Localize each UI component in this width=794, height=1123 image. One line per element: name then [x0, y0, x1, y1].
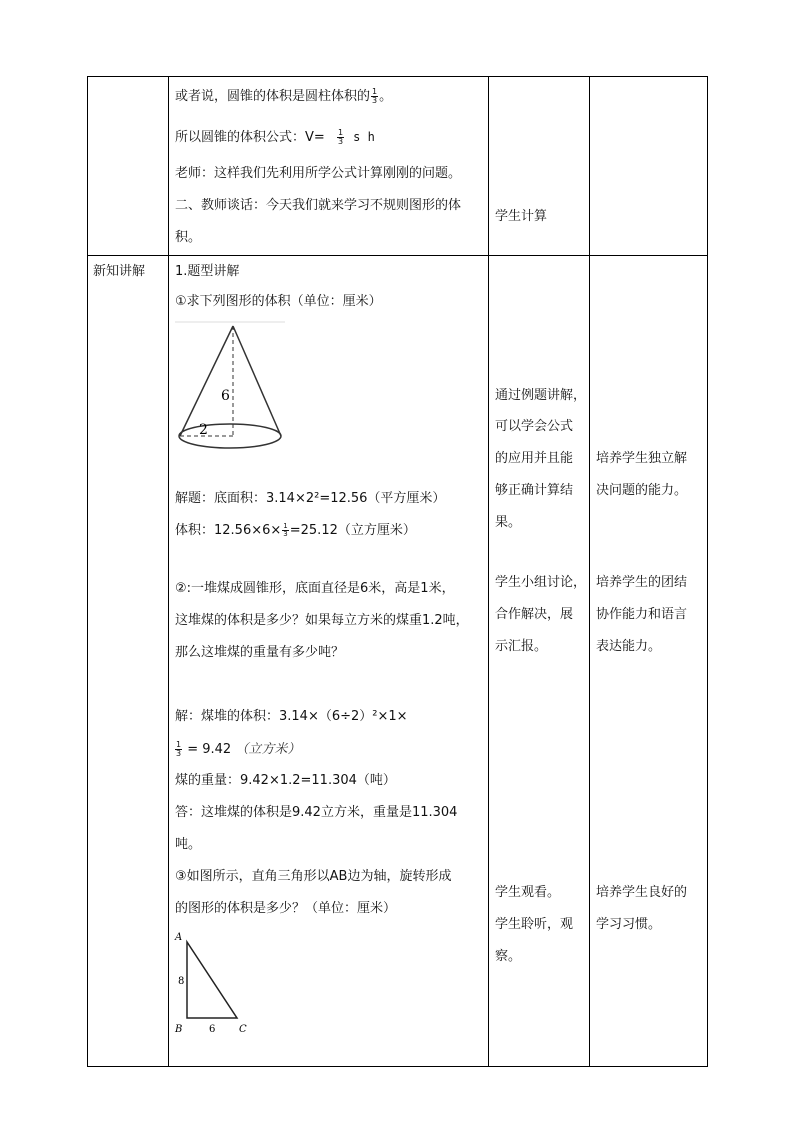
question-3-line: ③如图所示，直角三角形以AB边为轴，旋转形成: [175, 869, 452, 884]
formula-variables: s h: [353, 130, 375, 144]
cone-radius-label: 2: [199, 422, 208, 438]
teacher-talk-line-cont: 积。: [175, 230, 202, 245]
vertex-c-label: C: [239, 1024, 247, 1035]
purpose-line: 培养学生的团结: [596, 575, 688, 590]
table-row: [88, 77, 708, 256]
fraction-numerator: 1: [337, 128, 344, 137]
student-activity: 学生计算: [495, 209, 548, 224]
section-heading: 1.题型讲解: [175, 264, 240, 279]
student-activity-line: 合作解决，展: [495, 607, 574, 622]
student-activity-line: 察。: [495, 949, 522, 964]
text-line: 。: [379, 89, 393, 104]
text-line: 所以圆锥的体积公式：V=: [175, 130, 325, 145]
student-activity-line: 示汇报。: [495, 639, 548, 654]
fraction: [175, 741, 182, 758]
cone-slant-right: [233, 326, 281, 436]
question-2-line: 那么这堆煤的重量有多少吨？: [175, 645, 345, 660]
row2-student-cell: [489, 256, 590, 1067]
row1-label-cell: [88, 77, 169, 256]
solution-2-answer-cont: 吨。: [175, 837, 202, 852]
vertex-b-label: B: [175, 1024, 183, 1035]
solution-1-area: 解题：底面积：3.14×2²=12.56（平方厘米）: [175, 491, 446, 506]
question-3-line: 的图形的体积是多少？（单位：厘米）: [175, 901, 397, 916]
row1-student-cell: [489, 77, 590, 256]
teacher-talk-line: 二、教师谈话：今天我们就来学习不规则图形的体: [175, 198, 462, 213]
purpose-line: 表达能力。: [596, 639, 662, 654]
question-1: ①求下列图形的体积（单位：厘米）: [175, 294, 382, 309]
solution-2-result: [175, 740, 300, 760]
triangle-shape: [187, 942, 237, 1018]
cone-height-label: 6: [221, 388, 230, 404]
student-activity-line: 学生小组讨论，: [495, 575, 587, 590]
text-line: 体积：12.56×6×: [175, 523, 282, 538]
fraction-denominator: 3: [283, 530, 288, 538]
row2-purpose-cell: [590, 256, 708, 1067]
purpose-line: 协作能力和语言: [596, 607, 688, 622]
student-activity-line: 学生观看。: [495, 885, 561, 900]
fraction-denominator: 3: [176, 749, 182, 758]
cone-formula-text: [175, 127, 375, 148]
fraction-denominator: 3: [372, 96, 378, 105]
fraction-numerator: 1: [176, 740, 182, 749]
fraction-denominator: 3: [337, 137, 344, 146]
student-activity-line: 通过例题讲解，: [495, 388, 587, 403]
text-line: =25.12（立方厘米）: [289, 523, 416, 538]
question-2-line: 这堆煤的体积是多少？如果每立方米的煤重1.2吨，: [175, 613, 469, 628]
vertex-a-label: A: [175, 932, 183, 943]
side-bc-label: 6: [209, 1024, 216, 1035]
cone-slant-left: [180, 326, 233, 436]
cone-ratio-text: [175, 87, 392, 107]
purpose-line: 决问题的能力。: [596, 483, 688, 498]
purpose-line: 培养学生独立解: [596, 451, 688, 466]
fraction-numerator: 1: [283, 522, 288, 530]
student-activity-line: 的应用并且能: [495, 451, 574, 466]
text-line: 或者说，圆锥的体积是圆柱体积的: [175, 89, 371, 104]
solution-2-weight: 煤的重量：9.42×1.2=11.304（吨）: [175, 773, 396, 788]
row2-content-cell: [169, 256, 489, 1067]
right-triangle-figure: [173, 928, 263, 1036]
solution-1-volume: [175, 521, 416, 541]
purpose-line: 培养学生良好的: [596, 885, 688, 900]
result-unit: （立方米）: [235, 742, 301, 757]
row1-content-cell: [169, 77, 489, 256]
table-row: [88, 256, 708, 1067]
row1-purpose-cell: [590, 77, 708, 256]
lesson-plan-table: [87, 76, 708, 1067]
solution-2-answer: 答：这堆煤的体积是9.42立方米，重量是11.304: [175, 805, 458, 820]
teacher-line: 老师：这样我们先利用所学公式计算刚刚的问题。: [175, 166, 462, 181]
cone-figure: [175, 320, 295, 460]
solution-2-volume: 解：煤堆的体积：3.14×（6÷2）²×1×: [175, 709, 408, 724]
student-activity-line: 可以学会公式: [495, 419, 574, 434]
student-activity-line: 够正确计算结: [495, 483, 574, 498]
section-label: 新知讲解: [93, 264, 146, 279]
student-activity-line: 果。: [495, 515, 522, 530]
purpose-line: 学习习惯。: [596, 917, 662, 932]
row2-label-cell: [88, 256, 169, 1067]
fraction: [282, 523, 288, 538]
fraction-numerator: 1: [372, 87, 378, 96]
result-value: = 9.42: [187, 742, 232, 757]
student-activity-line: 学生聆听，观: [495, 917, 574, 932]
fraction: [337, 129, 344, 146]
fraction: [371, 88, 378, 105]
question-2-line: ②:一堆煤成圆锥形，底面直径是6米，高是1米，: [175, 581, 455, 596]
side-ab-label: 8: [178, 976, 185, 987]
